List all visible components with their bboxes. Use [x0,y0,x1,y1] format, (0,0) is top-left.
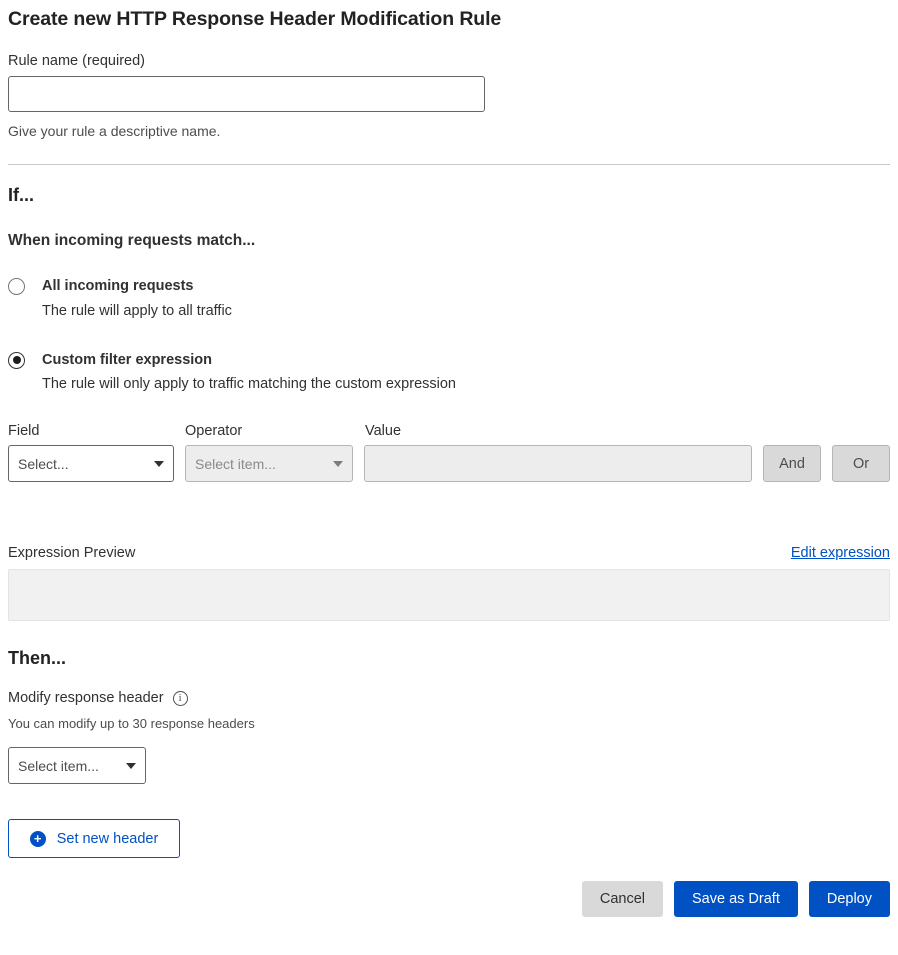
if-section-title: If... [8,185,34,205]
chevron-down-icon [154,461,164,467]
section-divider [8,164,890,165]
modify-response-header-row [8,690,890,706]
header-action-select[interactable] [8,747,146,784]
expression-builder-row [8,445,890,482]
if-section-subtitle: When incoming requests match... [8,232,256,249]
header-limit-text: You can modify up to 30 response headers [8,716,255,731]
value-input[interactable] [364,445,752,482]
radio-option-custom-filter-title: Custom filter expression [42,351,213,368]
radio-option-custom-filter-desc: The rule will only apply to traffic matching the custom expression [42,376,456,393]
deploy-button[interactable]: Deploy [809,881,890,917]
page-title: Create new HTTP Response Header Modification Rule [8,8,502,30]
operator-select-value: Select item... [195,455,276,472]
or-button[interactable]: Or [832,445,890,482]
radio-circle-selected-icon[interactable] [8,352,25,369]
info-icon[interactable]: i [173,691,188,706]
operator-label: Operator [185,423,243,439]
expression-preview-header [8,545,890,561]
radio-option-custom-filter[interactable] [8,350,890,397]
save-as-draft-button[interactable]: Save as Draft [674,881,798,917]
radio-option-all-requests[interactable] [8,276,890,323]
expression-preview-label: Expression Preview [8,545,136,561]
and-button[interactable]: And [763,445,821,482]
header-action-select-value: Select item... [18,757,99,774]
set-new-header-label: Set new header [56,830,159,847]
field-select-value: Select... [18,455,69,472]
cancel-button[interactable]: Cancel [582,881,663,917]
radio-circle-icon[interactable] [8,278,25,295]
rule-name-input[interactable] [8,76,485,112]
create-rule-form [0,8,898,931]
radio-option-all-requests-desc: The rule will apply to all traffic [42,302,232,319]
chevron-down-icon [333,461,343,467]
field-select[interactable] [8,445,174,482]
rule-name-label: Rule name (required) [8,53,146,69]
set-new-header-button[interactable] [8,819,180,858]
edit-expression-link[interactable]: Edit expression [790,545,890,561]
radio-option-all-requests-title: All incoming requests [42,278,194,294]
plus-icon: + [30,831,46,847]
expression-builder-labels [8,423,890,439]
operator-select[interactable] [185,445,353,482]
match-mode-radio-group [8,276,890,396]
expression-preview-box [8,569,890,621]
rule-name-helper: Give your rule a descriptive name. [8,123,221,139]
field-label: Field [8,423,40,439]
then-section-title: Then... [8,648,66,668]
form-footer [8,881,890,931]
chevron-down-icon [126,763,136,769]
modify-response-header-label: Modify response header [8,690,164,706]
value-label: Value [365,423,402,439]
